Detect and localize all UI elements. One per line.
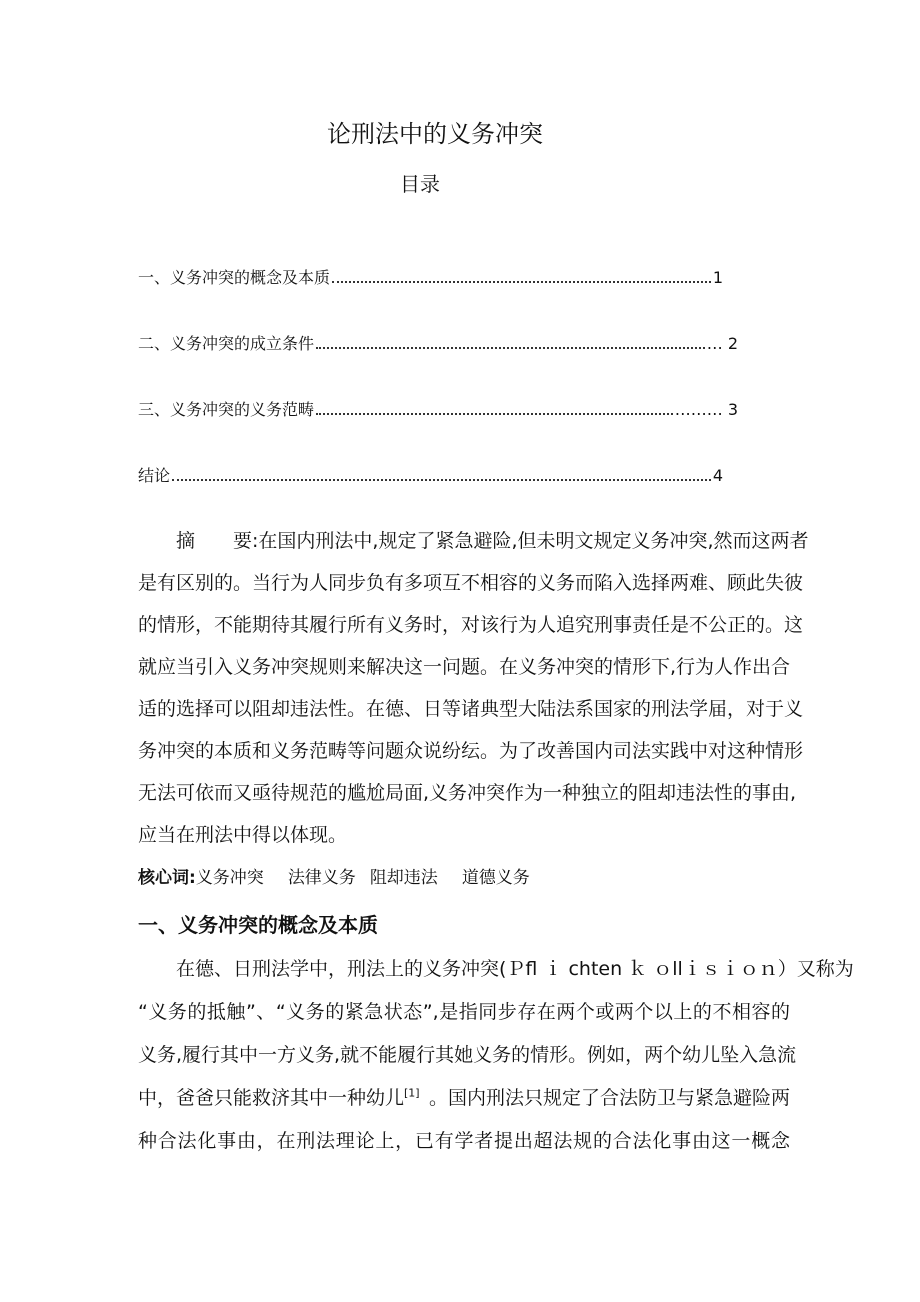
body-text: 。国内刑法只规定了合法防卫与紧急避险两 — [428, 1087, 790, 1109]
abstract-line: 无法可依而又亟待规范的尴尬局面,义务冲突作为一种独立的阻却违法性的事由, — [138, 782, 797, 804]
keyword: 道德义务 — [461, 868, 530, 888]
abstract-line: 就应当引入义务冲突规则来解决这一问题。在义务冲突的情形下,行为人作出合 — [138, 656, 791, 678]
abstract-line: 是有区别的。当行为人同步负有多项互不相容的义务而陷入选择两难、顾此失彼 — [138, 572, 804, 594]
toc-entry[interactable] — [138, 334, 738, 353]
body-line: 在德、日刑法学中，刑法上的义务冲突(Ｐfl ｉ chten ｋ ｏllｉｓｉｏｎ）又称为 — [138, 958, 854, 980]
body-line: 义务,履行其中一方义务,就不能履行其她义务的情形。例如，两个幼儿坠入急流 — [138, 1044, 797, 1066]
toc-entry-label: 结论 — [138, 466, 171, 485]
toc-entry-label: 一、义务冲突的概念及本质 — [138, 268, 331, 287]
toc-entry-page: 4 — [712, 466, 723, 485]
toc-entry[interactable] — [138, 400, 738, 419]
keyword: 法律义务 — [287, 868, 356, 888]
body-text: 中，爸爸只能救济其中一种幼儿 — [138, 1087, 405, 1109]
keywords-label: 核心词: — [138, 868, 196, 888]
toc-entry-label: 三、义务冲突的义务范畴 — [138, 400, 315, 419]
toc-entry-page: 1 — [712, 268, 723, 287]
toc-entry[interactable] — [138, 268, 723, 287]
abstract-line: 应当在刑法中得以体现。 — [138, 824, 348, 846]
abstract-line: 适的选择可以阻却违法性。在德、日等诸典型大陆法系国家的刑法学届，对于义 — [138, 698, 804, 720]
toc-entry-label: 二、义务冲突的成立条件 — [138, 334, 315, 353]
section-heading: 一、义务冲突的概念及本质 — [138, 913, 378, 937]
toc-entry-page: ……… 3 — [674, 400, 738, 419]
toc-title: 目录 — [400, 172, 440, 196]
body-line: “义务的抵触”、“义务的紧急状态”,是指同步存在两个或两个以上的不相容的 — [138, 1001, 790, 1023]
toc-entry[interactable] — [138, 466, 723, 485]
citation-ref[interactable]: [1] — [404, 1086, 420, 1100]
abstract-line: 务冲突的本质和义务范畴等问题众说纷纭。为了改善国内司法实践中对这种情形 — [138, 740, 804, 762]
keyword: 义务冲突 — [195, 868, 264, 888]
toc-entry-page: … 2 — [706, 334, 738, 353]
toc-leader — [316, 347, 705, 349]
body-line: 种合法化事由，在刑法理论上，已有学者提出超法规的合法化事由这一概念 — [138, 1130, 790, 1152]
toc-leader — [316, 413, 673, 415]
document-title: 论刑法中的义务冲突 — [327, 120, 543, 148]
toc-leader — [332, 281, 711, 283]
keyword: 阻却违法 — [369, 868, 438, 888]
abstract-line: 摘 要:在国内刑法中,规定了紧急避险,但未明文规定义务冲突,然而这两者 — [138, 530, 809, 552]
toc-leader — [172, 479, 711, 481]
abstract-line: 的情形，不能期待其履行所有义务时，对该行为人追究刑事责任是不公正的。这 — [138, 614, 804, 636]
body-line — [138, 1087, 790, 1110]
keywords — [138, 868, 530, 889]
